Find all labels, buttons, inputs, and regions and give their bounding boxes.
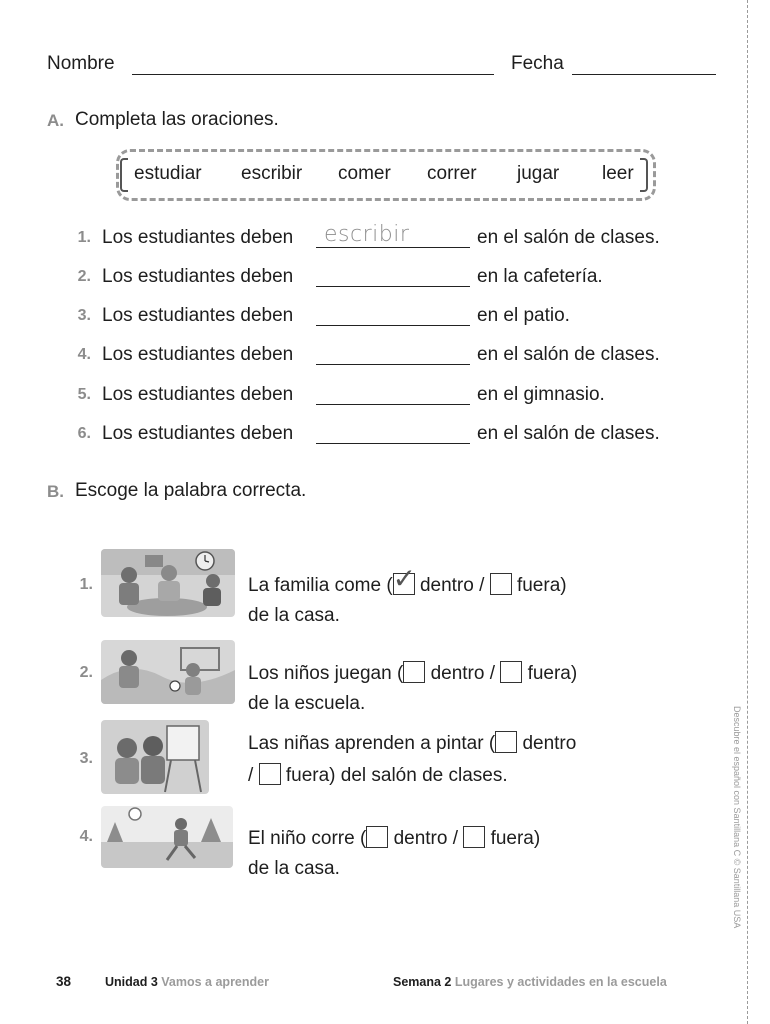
answer-blank[interactable] bbox=[316, 404, 470, 405]
page-number: 38 bbox=[56, 974, 72, 989]
unit-label: Unidad 3 bbox=[105, 975, 158, 989]
word-bank-item: jugar bbox=[517, 163, 560, 184]
dentro-checkbox[interactable] bbox=[366, 826, 388, 848]
unit-title: Vamos a aprender bbox=[161, 975, 269, 989]
word-bank-item: comer bbox=[338, 163, 391, 184]
fuera-label: fuera) bbox=[516, 575, 567, 596]
fuera-checkbox[interactable] bbox=[490, 573, 512, 595]
word-bank-bracket-right bbox=[640, 158, 648, 192]
word-bank-bracket-left bbox=[120, 158, 128, 192]
sentence-end: de la casa. bbox=[248, 605, 340, 626]
dentro-checkbox[interactable] bbox=[495, 731, 517, 753]
dentro-checkbox[interactable] bbox=[403, 661, 425, 683]
item-suffix: en el salón de clases. bbox=[477, 423, 660, 444]
dentro-label: dentro / bbox=[430, 663, 495, 684]
boy-running-picture bbox=[101, 806, 233, 868]
answer-blank[interactable] bbox=[316, 247, 470, 248]
dentro-checkbox[interactable] bbox=[392, 563, 417, 595]
item-prefix: Los estudiantes deben bbox=[102, 266, 294, 287]
section-a-letter: A. bbox=[47, 111, 64, 130]
fuera-label: fuera) bbox=[490, 828, 541, 849]
sentence-end: de la casa. bbox=[248, 858, 340, 879]
footer-unit bbox=[105, 975, 269, 989]
choice-sentence bbox=[248, 563, 567, 597]
sentence-start: Los niños juegan ( bbox=[248, 663, 404, 684]
sentence-end: de la escuela. bbox=[248, 693, 366, 714]
item-number: 5. bbox=[77, 386, 91, 403]
fuera-label: fuera) del salón de clases. bbox=[285, 765, 508, 786]
name-field[interactable] bbox=[132, 74, 494, 75]
section-b-title: Escoge la palabra correcta. bbox=[75, 480, 307, 501]
section-b-letter: B. bbox=[47, 482, 64, 501]
fuera-checkbox[interactable] bbox=[259, 763, 281, 785]
word-bank-item: escribir bbox=[241, 163, 303, 184]
section-a-title: Completa las oraciones. bbox=[75, 109, 279, 130]
choice-sentence bbox=[248, 731, 576, 755]
sentence-start: Las niñas aprenden a pintar ( bbox=[248, 733, 496, 754]
fuera-label: fuera) bbox=[527, 663, 578, 684]
name-label: Nombre bbox=[47, 53, 115, 74]
item-suffix: en el salón de clases. bbox=[477, 227, 660, 248]
sentence-start: La familia come ( bbox=[248, 575, 393, 596]
answer-blank[interactable] bbox=[316, 443, 470, 444]
item-prefix: Los estudiantes deben bbox=[102, 384, 294, 405]
choice-sentence-line2 bbox=[248, 763, 508, 787]
dentro-label: dentro bbox=[522, 733, 577, 754]
item-number: 4. bbox=[79, 828, 93, 845]
fuera-checkbox[interactable] bbox=[463, 826, 485, 848]
item-number: 6. bbox=[77, 425, 91, 442]
item-suffix: en el gimnasio. bbox=[477, 384, 605, 405]
side-credit-text: Descubre el español con Santillana C © Santillana USA bbox=[732, 706, 742, 929]
word-bank-item: correr bbox=[427, 163, 477, 184]
date-field[interactable] bbox=[572, 74, 716, 75]
week-label: Semana 2 bbox=[393, 975, 452, 989]
cut-line bbox=[747, 0, 748, 1024]
item-number: 4. bbox=[77, 346, 91, 363]
item-suffix: en la cafetería. bbox=[477, 266, 603, 287]
item-number: 3. bbox=[79, 750, 93, 767]
kids-playing-picture bbox=[101, 640, 235, 704]
side-credit bbox=[722, 706, 742, 942]
item-number: 2. bbox=[79, 664, 93, 681]
choice-sentence bbox=[248, 661, 577, 685]
item-prefix: Los estudiantes deben bbox=[102, 423, 294, 444]
girls-painting-picture bbox=[101, 720, 209, 794]
item-number: 2. bbox=[77, 268, 91, 285]
family-eating-picture bbox=[101, 549, 235, 617]
dentro-label: dentro / bbox=[393, 828, 458, 849]
item-prefix: Los estudiantes deben bbox=[102, 227, 294, 248]
sentence-start: El niño corre ( bbox=[248, 828, 367, 849]
item-number: 1. bbox=[77, 229, 91, 246]
word-bank-item: leer bbox=[602, 163, 634, 184]
word-bank-item: estudiar bbox=[134, 163, 202, 184]
item-suffix: en el salón de clases. bbox=[477, 344, 660, 365]
item-prefix: Los estudiantes deben bbox=[102, 305, 294, 326]
answer-text: escribir bbox=[324, 222, 410, 247]
item-suffix: en el patio. bbox=[477, 305, 570, 326]
footer-week bbox=[393, 975, 667, 989]
item-prefix: Los estudiantes deben bbox=[102, 344, 294, 365]
date-label: Fecha bbox=[511, 53, 564, 74]
answer-blank[interactable] bbox=[316, 325, 470, 326]
dentro-label: dentro / bbox=[419, 575, 485, 596]
week-title: Lugares y actividades en la escuela bbox=[454, 975, 667, 989]
item-number: 3. bbox=[77, 307, 91, 324]
answer-blank[interactable] bbox=[316, 364, 470, 365]
checkmark-icon: ✓ bbox=[392, 563, 417, 594]
answer-blank[interactable] bbox=[316, 286, 470, 287]
slash: / bbox=[248, 765, 254, 786]
item-number: 1. bbox=[79, 576, 93, 593]
choice-sentence bbox=[248, 826, 540, 850]
fuera-checkbox[interactable] bbox=[500, 661, 522, 683]
